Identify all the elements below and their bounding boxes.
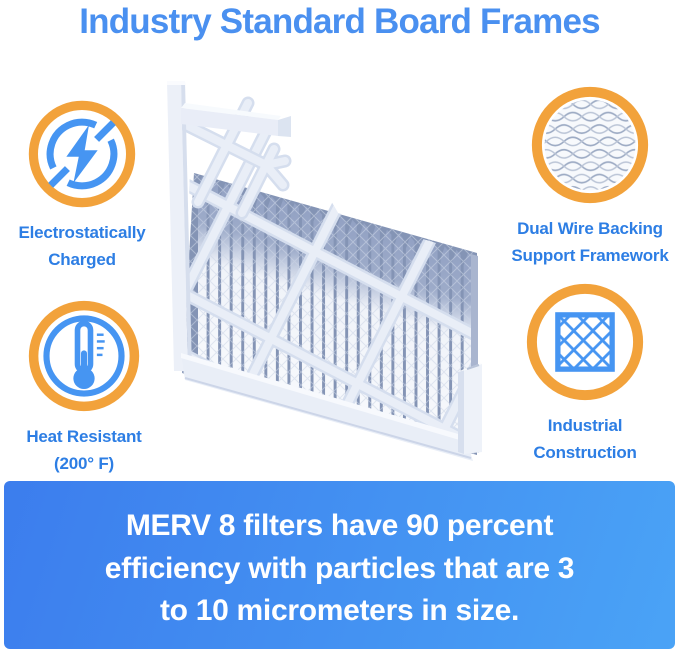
feature-dual-wire-backing (500, 86, 679, 269)
feature-industrial-construction (495, 283, 675, 466)
electric-charge-icon (28, 100, 136, 208)
feature-label: Heat Resistant (200° F) (26, 427, 142, 473)
thermometer-icon (28, 300, 140, 412)
feature-electrostatically-charged (0, 100, 172, 273)
wire-mesh-icon (531, 86, 649, 204)
banner-line: efficiency with particles that are 3 (104, 551, 575, 585)
lattice-grid-icon (526, 283, 644, 401)
air-filter-illustration (158, 73, 506, 475)
feature-label: Electrostatically Charged (18, 223, 146, 269)
filter-right-post (458, 363, 482, 454)
page-title: Industry Standard Board Frames (79, 2, 600, 41)
feature-heat-resistant (0, 300, 174, 477)
feature-label: Dual Wire Backing Support Framework (511, 219, 669, 265)
banner-line: MERV 8 filters have 90 percent (125, 509, 554, 542)
banner-line: to 10 micrometers in size. (159, 594, 519, 627)
banner (4, 481, 675, 649)
pleated-filter-render (158, 73, 506, 475)
feature-label: Industrial Construction (533, 416, 637, 462)
